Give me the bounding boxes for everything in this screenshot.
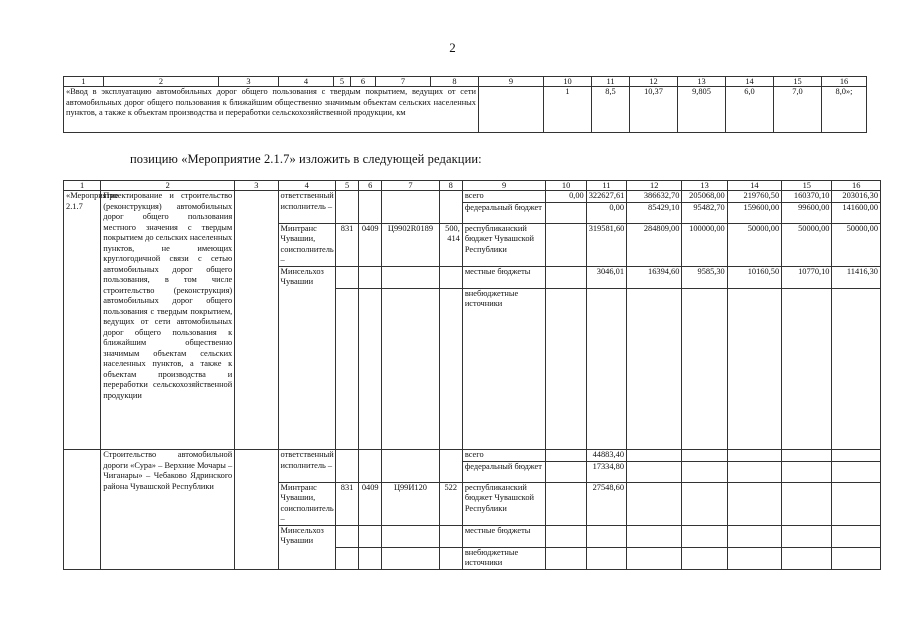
- col-header: 7: [382, 181, 439, 191]
- table-cell: Ц99И120: [382, 482, 439, 525]
- col-header: 15: [782, 181, 832, 191]
- table-cell: [627, 525, 682, 547]
- funding-source: всего: [462, 191, 546, 203]
- col-header: 13: [682, 181, 727, 191]
- table-cell: Ц9902R0189: [382, 223, 439, 266]
- table-row: [64, 191, 881, 203]
- table-cell: [682, 461, 727, 482]
- table-cell: 0409: [359, 223, 382, 266]
- section-heading: позицию «Мероприятие 2.1.7» изложить в следующей редакции:: [130, 152, 482, 166]
- measure-title: Проектирование и строительство (реконструкция) автомобильных дорог общего пользования местного значения с твердым покрытием до сельских населенных пунктов, не имеющих круглогодичной связи с сетью автомобильных дорог общего пользования, в том числе строительство (реконструкция) автомобильных дорог общего пользования с твердым покрытием, ведущих от сети автомобильных дорог общего пользования к ближайшим общественно значимым объектам сельских населенных пунктов, а также к объектам производства и переработки сельскохозяйственной продукции: [101, 191, 235, 450]
- col-header: 6: [351, 77, 376, 87]
- table-cell: 16394,60: [627, 266, 682, 288]
- table-cell: 50000,00: [782, 223, 832, 266]
- table-cell: [546, 461, 586, 482]
- table-cell: [546, 547, 586, 569]
- table-cell: [546, 525, 586, 547]
- table-cell: 100000,00: [682, 223, 727, 266]
- co-executor-ministry: Минсельхоз Чувашии: [278, 525, 335, 569]
- col-header: 13: [678, 77, 726, 87]
- funding-source: местные бюджеты: [462, 266, 546, 288]
- col-header: 11: [586, 181, 626, 191]
- table-cell: [627, 461, 682, 482]
- table-cell: 10,37: [630, 87, 678, 133]
- table-cell: 322627,61: [586, 191, 626, 203]
- table-cell: [727, 461, 781, 482]
- table-cell: [682, 525, 727, 547]
- table-cell: 0409: [359, 482, 382, 525]
- table-cell: 17334,80: [586, 461, 626, 482]
- measure-table-header: [64, 181, 881, 191]
- table-cell: 500, 414: [439, 223, 462, 266]
- table-cell: 0,00: [546, 191, 586, 203]
- table-cell: 11416,30: [832, 266, 881, 288]
- responsible-executor: ответственный исполнитель –: [278, 191, 335, 224]
- col-header: 10: [546, 181, 586, 191]
- funding-source: республиканский бюджет Чувашской Республики: [462, 223, 546, 266]
- indicator-table: [63, 76, 867, 133]
- table-cell: 99600,00: [782, 202, 832, 223]
- col-header: 8: [439, 181, 462, 191]
- table-cell: [627, 547, 682, 569]
- table-cell: [682, 547, 727, 569]
- col-header: 15: [774, 77, 822, 87]
- table-cell: 219760,50: [727, 191, 781, 203]
- table-cell: [727, 525, 781, 547]
- table-cell: 1: [544, 87, 592, 133]
- table-cell: [782, 482, 832, 525]
- funding-source: республиканский бюджет Чувашской Республики: [462, 482, 546, 525]
- table-cell: 203016,30: [832, 191, 881, 203]
- col-header: 3: [219, 77, 279, 87]
- table-cell: 141600,00: [832, 202, 881, 223]
- table-cell: 3046,01: [586, 266, 626, 288]
- table-cell: 50000,00: [832, 223, 881, 266]
- table-cell: 8,0»;: [822, 87, 867, 133]
- table-cell: 205068,00: [682, 191, 727, 203]
- col-header: 1: [64, 181, 101, 191]
- col-header: 2: [101, 181, 235, 191]
- table-cell: 386632,70: [627, 191, 682, 203]
- col-header: 5: [334, 77, 351, 87]
- col-header: 6: [359, 181, 382, 191]
- funding-source: всего: [462, 450, 546, 462]
- table-cell: [586, 525, 626, 547]
- co-executor-ministry: Минсельхоз Чувашии: [278, 266, 335, 450]
- measure-title: Строительство автомобильной дороги «Сура» – Верхние Мочары – Чиганары» – Чебаково Ядринского района Чувашской Республики: [101, 450, 235, 570]
- table-cell: 284809,00: [627, 223, 682, 266]
- table-cell: [782, 547, 832, 569]
- page-number: 2: [449, 40, 456, 55]
- table-cell: [782, 461, 832, 482]
- col-header: 5: [335, 181, 358, 191]
- funding-source: внебюджетные источники: [462, 288, 546, 310]
- table-cell: [727, 547, 781, 569]
- table-cell: [586, 547, 626, 569]
- table-cell: [627, 450, 682, 462]
- table-cell: 6,0: [726, 87, 774, 133]
- funding-source: местные бюджеты: [462, 525, 546, 547]
- col-header: 12: [627, 181, 682, 191]
- measure-code: «Мероприятие 2.1.7: [64, 191, 101, 450]
- col-header: 16: [832, 181, 881, 191]
- table-cell: 7,0: [774, 87, 822, 133]
- col-header: 3: [235, 181, 278, 191]
- col-header: 11: [592, 77, 630, 87]
- table-cell: 8,5: [592, 87, 630, 133]
- table-cell: 319581,60: [586, 223, 626, 266]
- table-cell: 831: [335, 223, 358, 266]
- col-header: 7: [376, 77, 431, 87]
- col-header: 14: [726, 77, 774, 87]
- funding-source: федеральный бюджет: [462, 461, 546, 482]
- table-cell: [727, 450, 781, 462]
- col-header: 12: [630, 77, 678, 87]
- table-cell: 159600,00: [727, 202, 781, 223]
- funding-source: внебюджетные источники: [462, 547, 546, 569]
- indicator-description: «Ввод в эксплуатацию автомобильных дорог общего пользования с твердым покрытием, ведущих от сети автомобильных дорог общего пользования к ближайшим общественно значимым объектам сельских населенных пунктов, а также к объектам производства и переработки сельскохозяйственной продукции, км: [64, 87, 479, 133]
- col-header: 9: [479, 77, 544, 87]
- table-cell: 9,805: [678, 87, 726, 133]
- table-cell: 0,00: [586, 202, 626, 223]
- col-header: 8: [431, 77, 479, 87]
- table-cell: 831: [335, 482, 358, 525]
- col-header: 4: [278, 181, 335, 191]
- table-cell: [682, 482, 727, 525]
- table-row: [64, 87, 867, 133]
- co-executor: Минтранс Чувашии, соисполнитель –: [278, 223, 335, 266]
- table-cell: 522: [439, 482, 462, 525]
- table-cell: [546, 482, 586, 525]
- col-header: 4: [279, 77, 334, 87]
- table-cell: [782, 525, 832, 547]
- col-header: 10: [544, 77, 592, 87]
- measure-table: [63, 180, 881, 570]
- funding-source: федеральный бюджет: [462, 202, 546, 223]
- table-cell: 44883,40: [586, 450, 626, 462]
- table-cell: [832, 547, 881, 569]
- col-header: 2: [104, 77, 219, 87]
- responsible-executor: ответственный исполнитель –: [278, 450, 335, 483]
- table-cell: [832, 461, 881, 482]
- col-header: 1: [64, 77, 104, 87]
- table-cell: 85429,10: [627, 202, 682, 223]
- table-cell: 9585,30: [682, 266, 727, 288]
- col-header: 9: [462, 181, 546, 191]
- table-cell: [546, 223, 586, 266]
- co-executor: Минтранс Чувашии, соисполнитель –: [278, 482, 335, 525]
- col-header: 16: [822, 77, 867, 87]
- indicator-table-header: [64, 77, 867, 87]
- col-header: 14: [727, 181, 781, 191]
- table-cell: 50000,00: [727, 223, 781, 266]
- table-cell: [727, 482, 781, 525]
- table-row: [64, 450, 881, 462]
- table-cell: [832, 450, 881, 462]
- table-cell: 10160,50: [727, 266, 781, 288]
- table-cell: 95482,70: [682, 202, 727, 223]
- table-cell: [782, 450, 832, 462]
- table-cell: [627, 482, 682, 525]
- table-cell: [546, 202, 586, 223]
- table-cell: 160370,10: [782, 191, 832, 203]
- table-cell: [546, 450, 586, 462]
- table-cell: [682, 450, 727, 462]
- table-cell: 10770,10: [782, 266, 832, 288]
- table-cell: [832, 525, 881, 547]
- table-cell: [546, 266, 586, 288]
- table-cell: 27548,60: [586, 482, 626, 525]
- table-cell: [832, 482, 881, 525]
